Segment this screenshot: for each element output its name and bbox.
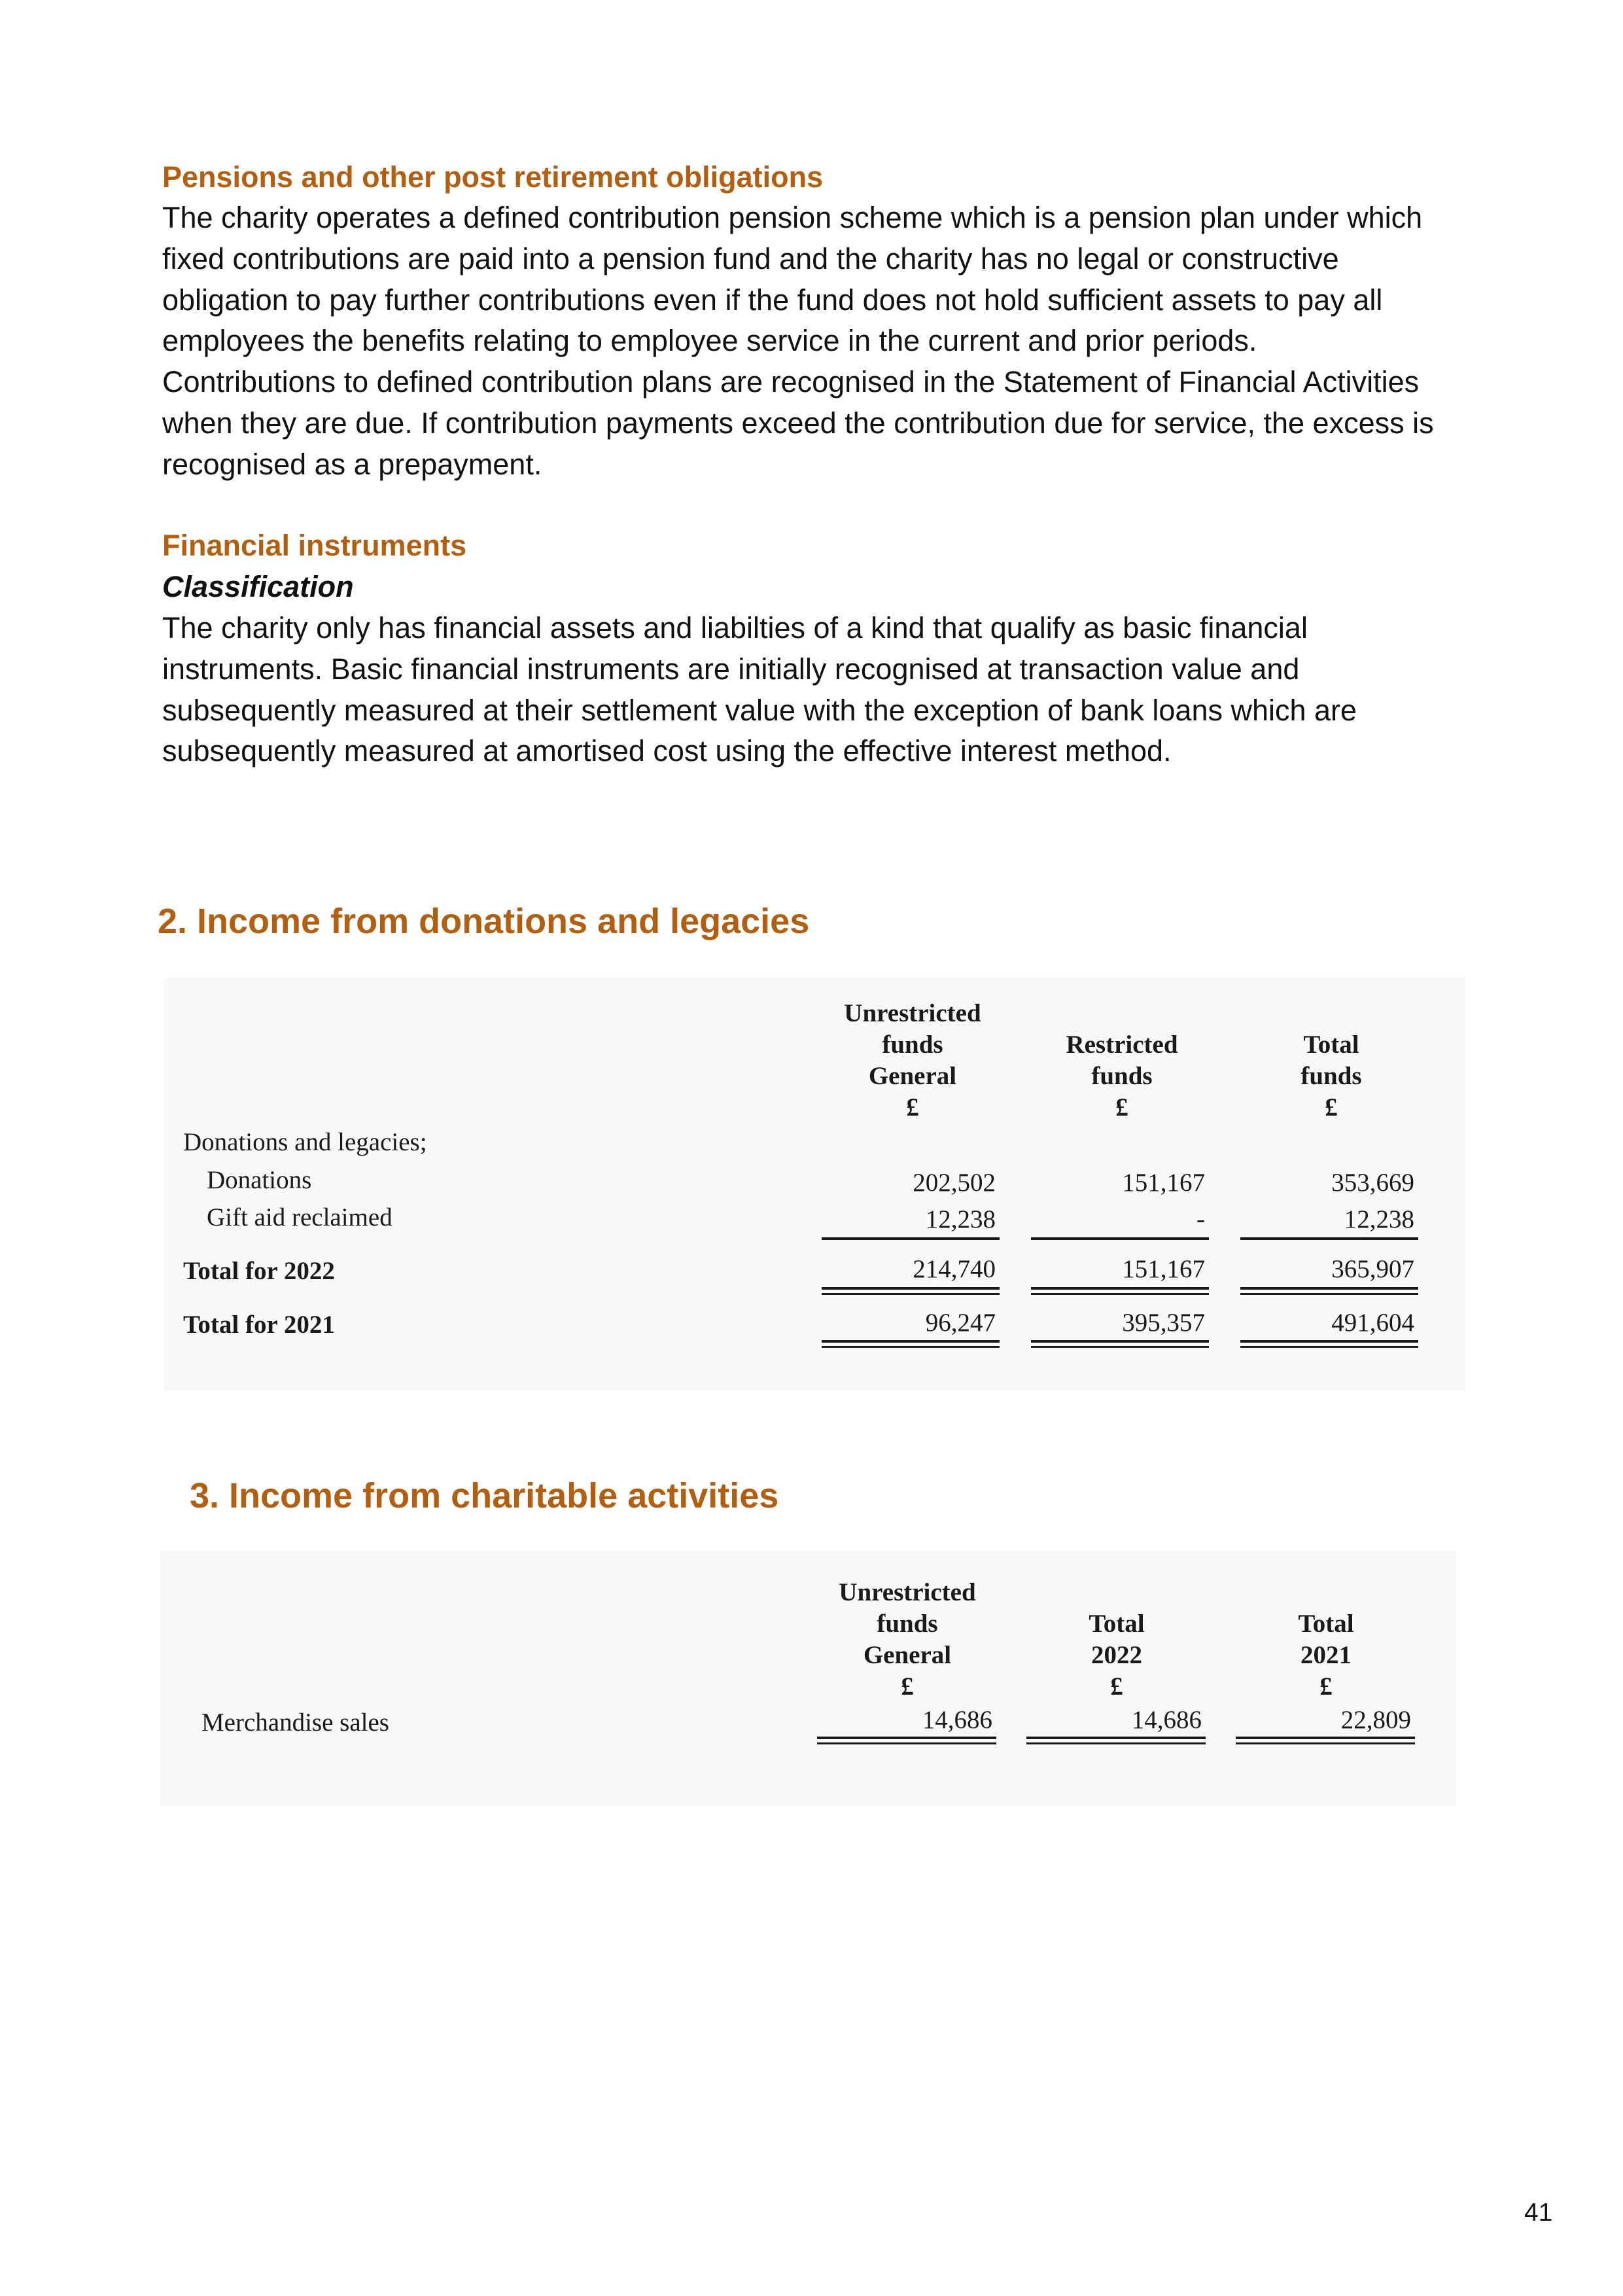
pensions-paragraph (162, 198, 1510, 486)
paragraph-line: The charity only has financial assets and liabilties of a kind that qualify as basic financial (162, 611, 1308, 645)
section-2-title: 2. Income from donations and legacies (158, 902, 810, 941)
total-double-rule (822, 1340, 1000, 1348)
subtotal-rule (1240, 1237, 1418, 1240)
column-header-unrestricted: Unrestricted funds General £ (839, 1578, 976, 1701)
cell-value: 12,238 (925, 1205, 996, 1233)
cell-value: 96,247 (925, 1309, 996, 1337)
subtotal-rule (822, 1237, 1000, 1240)
total-double-rule (1031, 1287, 1209, 1295)
paragraph-line: subsequently measured at amortised cost using the effective interest method. (162, 734, 1172, 768)
cell-value: 14,686 (922, 1706, 992, 1734)
paragraph-line: Contributions to defined contribution plans are recognised in the Statement of Financial Activities (162, 365, 1420, 399)
paragraph-line: recognised as a prepayment. (162, 447, 542, 481)
cell-value: 151,167 (1122, 1169, 1205, 1197)
row-label-merchandise-sales: Merchandise sales (201, 1708, 389, 1737)
subtotal-rule (1031, 1237, 1209, 1240)
row-label-total-2021: Total for 2021 (183, 1311, 335, 1339)
column-header-total: Total funds £ (1300, 1031, 1362, 1122)
financial-instruments-paragraph (162, 608, 1510, 772)
column-header-unrestricted: Unrestricted funds General £ (844, 999, 981, 1122)
cell-value: 22,809 (1340, 1706, 1411, 1734)
paragraph-line: The charity operates a defined contribution pension scheme which is a pension plan under which (162, 201, 1423, 234)
total-double-rule (1240, 1287, 1418, 1295)
cell-value: - (1196, 1205, 1205, 1233)
row-label-donations: Donations (207, 1166, 312, 1194)
row-label-total-2022: Total for 2022 (183, 1257, 335, 1285)
column-header-total-2022: Total 2022 £ (1089, 1610, 1145, 1701)
cell-value: 365,907 (1331, 1255, 1414, 1283)
paragraph-line: obligation to pay further contributions even if the fund does not hold sufficient assets to pay all (162, 283, 1383, 317)
group-label: Donations and legacies; (183, 1128, 427, 1156)
paragraph-line: employees the benefits relating to employee service in the current and prior periods. (162, 324, 1257, 358)
row-label-gift-aid: Gift aid reclaimed (207, 1203, 393, 1231)
total-double-rule (817, 1737, 996, 1744)
total-double-rule (1236, 1737, 1415, 1744)
total-double-rule (1026, 1737, 1206, 1744)
column-header-restricted: Restricted funds £ (1066, 1031, 1178, 1122)
cell-value: 395,357 (1122, 1309, 1205, 1337)
charitable-activities-table (160, 1551, 1456, 1806)
pensions-heading: Pensions and other post retirement obligations (162, 160, 824, 194)
paragraph-line: when they are due. If contribution payments exceed the contribution due for service, the excess is (162, 406, 1434, 440)
cell-value: 202,502 (913, 1169, 996, 1197)
cell-value: 12,238 (1344, 1205, 1414, 1233)
cell-value: 14,686 (1131, 1706, 1202, 1734)
page-number: 41 (1524, 2199, 1553, 2227)
paragraph-line: fixed contributions are paid into a pension fund and the charity has no legal or constructive (162, 241, 1339, 275)
paragraph-line: subsequently measured at their settlement value with the exception of bank loans which are (162, 693, 1357, 727)
cell-value: 214,740 (913, 1255, 996, 1283)
paragraph-line: instruments. Basic financial instruments are initially recognised at transaction value and (162, 652, 1300, 686)
total-double-rule (1240, 1340, 1418, 1348)
section-3-title: 3. Income from charitable activities (190, 1476, 779, 1515)
column-header-total-2021: Total 2021 £ (1298, 1610, 1354, 1701)
financial-instruments-heading: Financial instruments (162, 529, 467, 562)
classification-heading: Classification (162, 570, 354, 603)
cell-value: 491,604 (1331, 1309, 1414, 1337)
cell-value: 151,167 (1122, 1255, 1205, 1283)
total-double-rule (822, 1287, 1000, 1295)
total-double-rule (1031, 1340, 1209, 1348)
donations-table (164, 978, 1465, 1390)
cell-value: 353,669 (1331, 1169, 1414, 1197)
